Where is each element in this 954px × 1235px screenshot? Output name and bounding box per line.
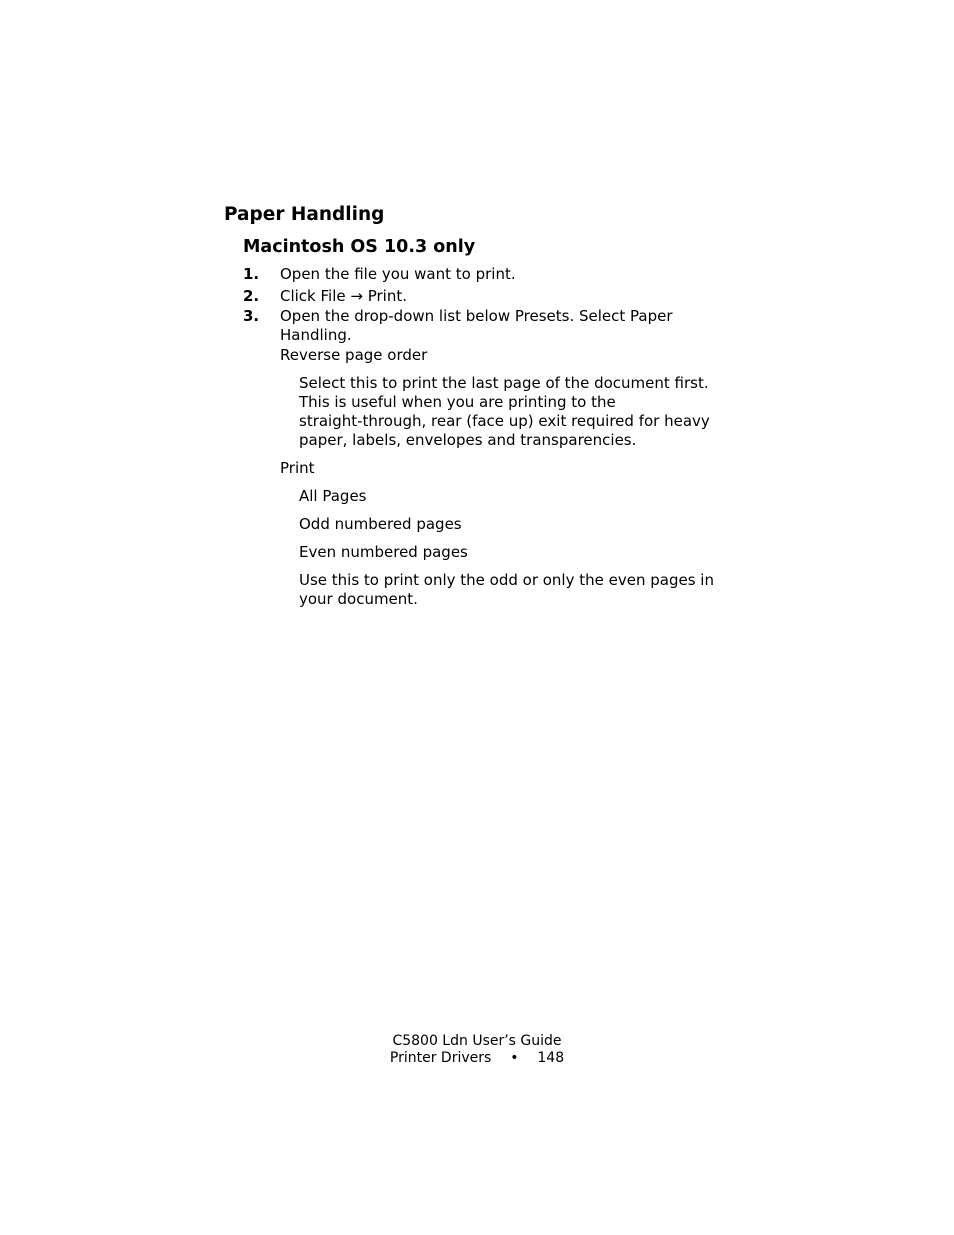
footer-guide-title: C5800 Ldn User’s Guide [392,1033,562,1049]
step-number: 3. [243,307,260,325]
step-text-line: Handling. [280,326,352,344]
option-description-line: straight-through, rear (face up) exit required for heavy [299,412,710,430]
section-title: Paper Handling [224,204,385,225]
step-number: 1. [243,265,260,283]
footer-section: Printer Drivers [389,1050,492,1066]
footer-page-info [0,1050,954,1067]
option-label-print: Print [280,459,315,477]
option-description-line: your document. [299,590,418,608]
print-choice: Odd numbered pages [299,515,462,533]
print-choice: All Pages [299,487,367,505]
section-subtitle: Macintosh OS 10.3 only [243,237,476,257]
option-description-line: Select this to print the last page of the document first. [299,374,709,392]
option-description-line: Use this to print only the odd or only the even pages in [299,571,714,589]
footer-separator: • [510,1050,519,1066]
print-choice: Even numbered pages [299,543,468,561]
option-description-line: This is useful when you are printing to the [299,393,616,411]
step-text: Click File → Print. [280,287,407,305]
option-label-reverse-page-order: Reverse page order [280,346,428,364]
step-text-line: Open the drop-down list below Presets. Select Paper [280,307,673,325]
footer-page-number: 148 [537,1050,565,1066]
option-description-line: paper, labels, envelopes and transparencies. [299,431,637,449]
step-text: Open the file you want to print. [280,265,516,283]
step-number: 2. [243,287,260,305]
